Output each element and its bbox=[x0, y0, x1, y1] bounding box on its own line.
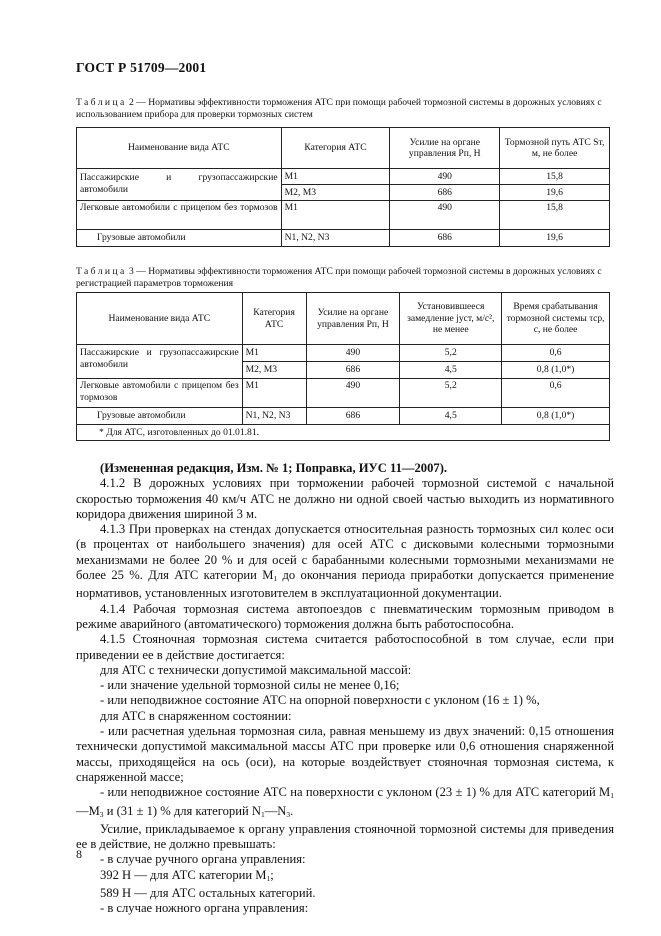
subscript: 1 bbox=[273, 574, 278, 584]
subscript: 1 bbox=[266, 873, 271, 883]
table2-cell-category: M2, M3 bbox=[281, 185, 390, 201]
list-line: - в случае ножного органа управления: bbox=[100, 901, 309, 916]
clause-4-1-3 bbox=[76, 522, 614, 601]
table3-cell-force: 490 bbox=[306, 345, 400, 362]
list-line bbox=[76, 785, 614, 822]
amendment-note: (Измененная редакция, Изм. № 1; Поправка, ИУС 11—2007). bbox=[100, 461, 448, 475]
list-line-text: - или неподвижное состояние АТС на поверхности с уклоном (23 ± 1) % для АТС категорий M bbox=[100, 785, 611, 800]
table3-header-name: Наименование вида АТС bbox=[77, 293, 243, 345]
subscript: 1 bbox=[260, 809, 265, 819]
table2-cell-force: 686 bbox=[390, 230, 500, 247]
page-header: ГОСТ Р 51709—2001 bbox=[76, 60, 207, 75]
clause-4-1-3-text: 4.1.3 При проверках на стендах допускается относительная разность тормозных сил колес оси (в процентах от наибольшего значения) для осей АТС с дисковыми колесными тормозными механизмами не более 20 % и для осей с барабанными колесными тормозными механизмами не более 25 %. Для АТС категории M bbox=[76, 522, 614, 583]
list-line-text: 392 Н — для АТС категории M bbox=[100, 867, 267, 882]
table3-cell-time: 0,6 bbox=[502, 345, 610, 362]
list-line bbox=[76, 868, 614, 886]
table-row bbox=[77, 230, 610, 247]
list-line: - или значение удельной тормозной силы не менее 0,16; bbox=[100, 678, 400, 693]
table2-header-force: Усилие на органе управления Pп, Н bbox=[390, 128, 500, 169]
list-line: 589 Н — для АТС остальных категорий. bbox=[100, 886, 316, 901]
table3-caption-text: 3 — Нормативы эффективности торможения АТС при помощи рабочей тормозной системы в дорожных условиях с регистрацией параметров торможения bbox=[76, 266, 602, 289]
subscript: 3 bbox=[99, 809, 104, 819]
table3-cell-force: 686 bbox=[306, 362, 400, 379]
table2-cell-force: 490 bbox=[390, 169, 500, 185]
table3-cell-time: 0,6 bbox=[502, 379, 610, 408]
table2-cell-value: 19,6 bbox=[500, 230, 610, 247]
clause-4-1-3-text: до окончания периода приработки допускается применение нормативов, установленных изготовителем в эксплуатационной документации. bbox=[76, 568, 614, 601]
list-line: Усилие, прикладываемое к органу управления стояночной тормозной системы для приведения ее в действие, не должно превышать: bbox=[76, 821, 614, 852]
clause-4-1-5: 4.1.5 Стояночная тормозная система считается работоспособной в том случае, если при приведении ее в действие достигается: bbox=[76, 632, 614, 662]
table2-cell-name: Пассажирские и грузопассажирские автомобили bbox=[77, 169, 282, 201]
table-row bbox=[77, 345, 610, 362]
table-row bbox=[77, 408, 610, 425]
table2-cell-force: 686 bbox=[390, 185, 500, 201]
table2-cell-value: 15,8 bbox=[500, 201, 610, 230]
list-line: для АТС с технически допустимой максимальной массой: bbox=[100, 662, 412, 677]
list-line: - или неподвижное состояние АТС на опорной поверхности с уклоном (16 ± 1) %, bbox=[100, 693, 540, 708]
table3-cell-force: 686 bbox=[306, 408, 400, 425]
table3-cell-category: N1, N2, N3 bbox=[242, 408, 306, 425]
list-line-text: . bbox=[290, 803, 294, 818]
table3-cell-category: M2, M3 bbox=[242, 362, 306, 379]
list-line-text: и (31 ± 1) % для категорий N bbox=[103, 803, 261, 818]
table3-header-response-time: Время срабатывания тормозной системы τср, с, не более bbox=[502, 293, 610, 345]
table3-header-deceleration: Установившееся замедление jуст, м/с², не менее bbox=[400, 293, 502, 345]
table3-cell-decel: 4,5 bbox=[400, 362, 502, 379]
page-number: 8 bbox=[76, 847, 82, 861]
table2-cell-value: 19,6 bbox=[500, 185, 610, 201]
table2-cell-name: Грузовые автомобили bbox=[77, 230, 282, 247]
table2-cell-category: M1 bbox=[281, 169, 390, 185]
clause-4-1-4: 4.1.4 Рабочая тормозная система автопоездов с пневматическим тормозным приводом в режиме аварийного (автоматического) торможения должна быть работоспособна. bbox=[76, 601, 614, 631]
list-line: - или расчетная удельная тормозная сила, равная меньшему из двух значений: 0,15 отношения технически допустимой максимальной массы АТС при проверке или 0,6 отношения снаряженной массы, приходящейся на ось (оси), на которые воздействует стояночная тормозная система, к снаряженной массе; bbox=[76, 724, 614, 784]
table2-cell-name: Легковые автомобили с прицепом без тормозов bbox=[77, 201, 282, 230]
table-row bbox=[77, 379, 610, 408]
clause-4-1-2: 4.1.2 В дорожных условиях при торможении рабочей тормозной системой с начальной скоростью торможения 40 км/ч АТС не должно ни одной своей частью выходить из нормативного коридора движения шириной 3 м. bbox=[76, 476, 614, 521]
list-line-text: —M bbox=[76, 803, 100, 818]
table3-cell-decel: 5,2 bbox=[400, 379, 502, 408]
subscript: 1 bbox=[610, 791, 614, 801]
table3-cell-name: Пассажирские и грузопассажирские автомобили bbox=[77, 345, 243, 379]
list-line: для АТС в снаряженном состоянии: bbox=[100, 708, 292, 723]
table-row bbox=[77, 201, 610, 230]
table3-header-force: Усилие на органе управления Pп, Н bbox=[306, 293, 400, 345]
subscript: 3 bbox=[286, 809, 291, 819]
table3-cell-category: M1 bbox=[242, 345, 306, 362]
table2-cell-value: 15,8 bbox=[500, 169, 610, 185]
table3-cell-force: 490 bbox=[306, 379, 400, 408]
table3-cell-category: M1 bbox=[242, 379, 306, 408]
table2-header-name: Наименование вида АТС bbox=[77, 128, 282, 169]
table2-header-category: Категория АТС bbox=[281, 128, 390, 169]
table3-cell-time: 0,8 (1,0*) bbox=[502, 408, 610, 425]
table3-cell-name: Грузовые автомобили bbox=[77, 408, 243, 425]
table3-cell-decel: 5,2 bbox=[400, 345, 502, 362]
table2-cell-category: N1, N2, N3 bbox=[281, 230, 390, 247]
table3-caption bbox=[76, 266, 609, 290]
table3-cell-decel: 4,5 bbox=[400, 408, 502, 425]
table-3 bbox=[76, 292, 610, 441]
table3-cell-time: 0,8 (1,0*) bbox=[502, 362, 610, 379]
table-row bbox=[77, 169, 610, 185]
table3-cell-name: Легковые автомобили с прицепом без тормозов bbox=[77, 379, 243, 408]
list-line-text: ; bbox=[270, 867, 274, 882]
list-line: - в случае ручного органа управления: bbox=[100, 852, 306, 867]
list-line-text: —N bbox=[264, 803, 287, 818]
table3-caption-label: Таблица bbox=[76, 266, 127, 277]
table2-caption bbox=[76, 97, 609, 121]
table3-header-category: Категория АТС bbox=[242, 293, 306, 345]
table-2 bbox=[76, 127, 610, 247]
table2-header-distance: Тормозной путь АТС Sт, м, не более bbox=[500, 128, 610, 169]
table2-cell-force: 490 bbox=[390, 201, 500, 230]
table3-footnote: * Для АТС, изготовленных до 01.01.81. bbox=[77, 425, 610, 441]
table2-caption-label: Таблица bbox=[76, 97, 127, 108]
table2-caption-text: 2 — Нормативы эффективности торможения АТС при помощи рабочей тормозной системы в дорожных условиях с использованием прибора для проверки тормозных систем bbox=[76, 97, 602, 120]
table2-cell-category: M1 bbox=[281, 201, 390, 230]
body-text bbox=[76, 461, 614, 917]
